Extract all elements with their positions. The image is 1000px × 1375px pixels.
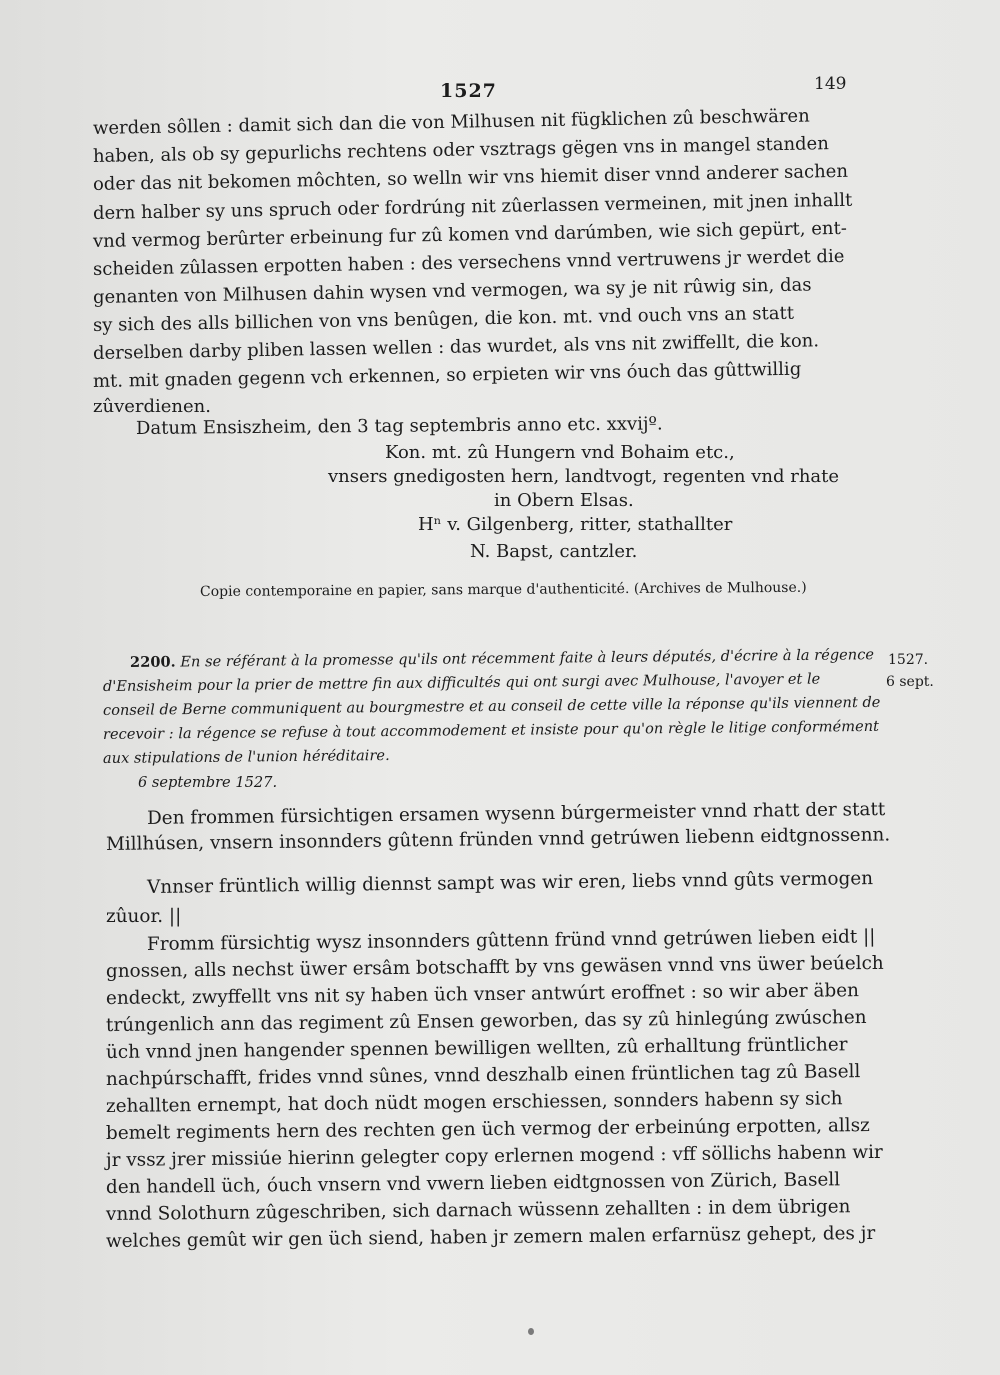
text-line: dern halber sy uns spruch oder fordrúng nit zûerlassen vermeinen, mit jnen inhallt [92,189,853,224]
summary-line-1 [130,646,874,671]
summary-text: En se référant à la promesse qu'ils ont récemment faite à leurs députés, d'écrire à la régence [180,646,875,671]
text-line: vnd vermog berûrter erbeinung fur zû komen vnd darúmben, wie sich gepürt, ent- [92,217,848,252]
print-speck [528,1328,534,1335]
text-line: genanten von Milhusen dahin wysen vnd vermogen, wa sy je nit rûwig sin, das [92,274,812,308]
body-line: gnossen, alls nechst üwer ersâm botschafft by vns gewäsen vnnd vns üwer beúelch [105,952,884,982]
body-line: welches gemût wir gen üch siend, haben jr zemern malen erfarnüsz gehept, des jr [105,1222,876,1252]
greeting-line: zûuor. || [106,906,182,927]
entry-date: 6 septembre 1527. [138,774,278,791]
signature-line: Kon. mt. zû Hungern vnd Bohaim etc., [385,442,735,463]
text-line: derselben darby pliben lassen wellen : das wurdet, als vns nit zwiffellt, die kon. [92,330,820,364]
signature-line: in Obern Elsas. [494,490,634,511]
text-line: oder das nit bekomen môchten, so welln wir vns hiemit diser vnnd anderer sachen [92,160,849,195]
body-line: endeckt, zwyffellt vns nit sy haben üch vnser antwúrt eroffnet : so wir aber äben [105,980,860,1009]
address-line: Millhúsen, vnsern insonnders gûtenn fründen vnnd getrúwen liebenn eidtgnossenn. [105,824,891,855]
text-line: werden sôllen : damit sich dan die von Milhusen nit fügklichen zû beschwären [92,105,810,139]
address-line: Den frommen fürsichtigen ersamen wysenn búrgermeister vnnd rhatt der statt [146,798,886,829]
text-line: zûverdienen. [93,396,211,417]
body-line: Fromm fürsichtig wysz insonnders gûttenn fründ vnnd getrúwen lieben eidt || [146,926,876,955]
page-year-heading: 1527 [440,80,497,102]
signature-line: vnsers gnedigosten hern, landtvogt, regenten vnd rhate [328,466,840,487]
body-line: üch vnnd jnen hangender spennen bewilligen wellten, zû erhalltung früntlicher [105,1034,848,1063]
summary-line: aux stipulations de l'union héréditaire. [102,746,390,767]
page-number: 149 [814,74,847,94]
text-line: haben, als ob sy gepurlichs rechtens oder vsztrags gëgen vns in mangel standen [92,133,830,167]
signature-line: Hⁿ v. Gilgenberg, ritter, stathallter [418,514,733,535]
datum-line: Datum Ensiszheim, den 3 tag septembris anno etc. xxvijº. [135,413,663,439]
body-line: jr vssz jrer missiúe hierinn gelegter copy erlernen mogend : vff söllichs habenn wir [105,1141,883,1171]
body-line: den handell üch, óuch vnsern vnd vwern lieben eidtgnossen von Zürich, Basell [105,1169,841,1198]
entry-number: 2200. [129,653,176,671]
signature-line: N. Bapst, cantzler. [470,541,638,562]
summary-line: recevoir : la régence se refuse à tout accommodement et insiste pour qu'on règle le litige conformément [102,717,880,743]
text-line: mt. mit gnaden gegenn vch erkennen, so erpieten wir vns óuch das gûttwillig [92,358,802,392]
summary-line: d'Ensisheim pour la prier de mettre fin aux difficultés qui ont surgi avec Mulhouse, l'avoyer et le [102,670,821,695]
body-line: trúngenlich ann das regiment zû Ensen geworben, das sy zû hinlegúng zwúschen [105,1007,867,1036]
summary-line: conseil de Berne communiquent au bourgmestre et au conseil de cette ville la réponse qu'ils viennent de [102,693,881,719]
body-line: vnnd Solothurn zûgeschriben, sich darnach wüssenn zehallten : in dem übrigen [105,1196,851,1225]
body-line: bemelt regiments hern des rechten gen üch vermog der erbeinúng erpotten, allsz [105,1115,870,1144]
greeting-line: Vnnser früntlich willig diennst sampt was wir eren, liebs vnnd gûts vermogen [146,868,874,898]
body-line: zehallten ernempt, hat doch nüdt mogen erschiessen, sonnders habenn sy sich [105,1088,843,1117]
margin-date: 6 sept. [886,674,934,690]
text-line: scheiden zûlassen erpotten haben : des versechens vnnd vertruwens jr werdet die [92,245,845,280]
margin-year: 1527. [888,652,929,668]
text-line: sy sich des alls billichen von vns benûgen, die kon. mt. vnd ouch vns an statt [92,302,795,336]
body-line: nachpúrschafft, frides vnnd sûnes, vnnd deszhalb einen früntlichen tag zû Basell [105,1061,861,1090]
source-note: Copie contemporaine en papier, sans marque d'authenticité. (Archives de Mulhouse.) [199,579,807,600]
